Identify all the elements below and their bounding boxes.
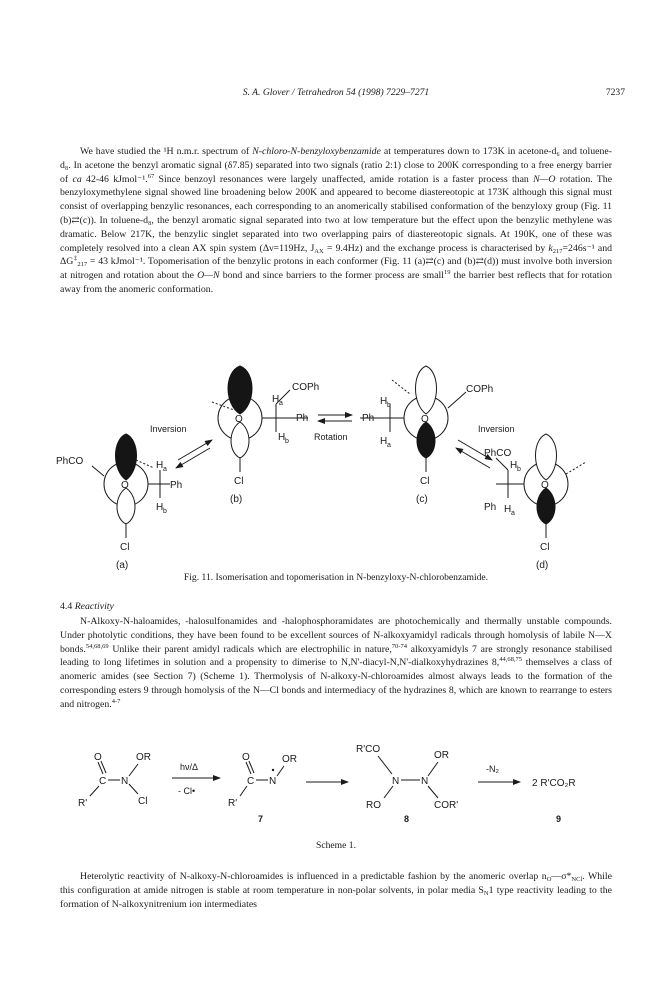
reference-mark: 67 [147, 172, 155, 180]
section-number: 4.4 [60, 601, 73, 612]
bond [384, 786, 393, 798]
chlorine-label: Cl [420, 476, 430, 487]
dark-orbital-lobe [417, 422, 435, 458]
oxygen-label: O [121, 480, 129, 491]
text-run: . While this configuration at amide nitrogen is stable at room temperature in non-polar solvents, in polar media S [60, 871, 612, 896]
byproduct-label: - Cl• [178, 786, 196, 796]
radical-dot [272, 769, 274, 771]
reference-mark: 4-7 [111, 697, 121, 705]
hb-label: H [156, 502, 164, 513]
oxygen-label: O [235, 414, 243, 425]
bond [240, 786, 247, 796]
bond-label: N—O [533, 173, 556, 185]
acyl-label: COR' [434, 800, 459, 811]
text-run: 42-46 kJmol⁻¹. [86, 173, 148, 185]
figure-11-diagram [0, 352, 672, 592]
ha-label: H [272, 394, 280, 405]
oxygen-label: O [421, 414, 429, 425]
conformer-label: (c) [416, 494, 428, 505]
conformer-label: (b) [230, 494, 243, 505]
bond [428, 762, 438, 776]
section-heading [60, 601, 114, 612]
phco-label: PhCO [484, 448, 512, 459]
alkoxy-label: OR [136, 752, 151, 763]
conformer-b [212, 366, 319, 505]
rotation-equilibrium [314, 415, 352, 442]
dashed-bond [566, 462, 586, 474]
bond [448, 392, 466, 408]
bond [129, 784, 138, 794]
chlorine-label: Cl [138, 796, 148, 807]
bond [378, 756, 392, 774]
subscript: O [546, 876, 552, 883]
conformer-a [56, 434, 182, 571]
hb-label: H [278, 432, 286, 443]
superscript: ‡ [73, 255, 78, 263]
text-run: at temperatures down to 173K in acetone-d₆ and toluene-d₈. In acetone the benzyl aromatic signal (δ7.85) separated into two signals (ratio 2:1) close to 200K corresponding to a free energy barrier of [60, 146, 612, 185]
bond [496, 458, 508, 470]
nitrogen-label: N [421, 776, 429, 787]
text-run: Since benzoyl resonances were largely unaffected, amide rotation is a faster process than [158, 173, 529, 185]
phco-label: PhCO [56, 456, 84, 467]
dark-orbital-lobe [228, 366, 252, 414]
subscript-label: a [511, 510, 515, 517]
photolysis-arrow [172, 762, 220, 796]
subscript: NCl [571, 876, 583, 883]
bond [92, 466, 104, 476]
chloroamide-structure [78, 752, 151, 809]
inversion-label: Inversion [478, 424, 515, 434]
rotation-label: Rotation [314, 432, 348, 442]
reference-mark: 44,68,75 [499, 656, 522, 664]
dashed-bond [392, 380, 410, 394]
reference-mark: 70-74 [391, 642, 407, 650]
nitrogen-label: N [269, 776, 277, 787]
text-run: rotation. The benzyloxymethylene signal showed line broadening below 200K and appeared to become diastereotopic at 173K although this signal must consist of overlapping benzylic resonances, each corresponding to an anomerically stabilised conformation of the benzyloxy group (Fig. 11 (b)⇄(c)). In toluene-d₈, the benzyl aromatic signal separated into two at low temperature but the effect upon the benzylic methylene was dramatic. Below 217K, the benzylic singlet separated into two overlapping pairs of diastereotopic signals. At 190K, one of these was completely resolved into a clean AX spin system (Δν=119Hz, J [60, 173, 613, 254]
subscript: 217 [77, 261, 88, 269]
bond [277, 766, 284, 776]
conformer-d [484, 434, 586, 571]
compound-number: 8 [404, 814, 410, 824]
acyl-label: R'CO [356, 744, 381, 755]
dashed-bond [136, 460, 154, 468]
subscript-label: a [279, 400, 283, 407]
ha-label: H [504, 504, 512, 515]
oxygen-label: O [94, 752, 102, 763]
conformer-c [360, 366, 493, 505]
phenyl-label: Ph [296, 413, 309, 424]
reference-mark: 19 [443, 269, 451, 277]
text-run: =246s⁻¹ and ΔG [60, 242, 612, 268]
text-run: 1 type reactivity leading to the formation of N-alkoxynitrenium ion intermediates [60, 884, 612, 910]
section-title: Reactivity [74, 601, 114, 612]
bond [129, 764, 138, 776]
page-number: 7237 [605, 87, 625, 98]
text-run: ca [72, 173, 82, 185]
subscript-label: b [517, 466, 521, 473]
hb-label: H [510, 460, 518, 471]
text-run: Heterolytic reactivity of N-alkoxy-N-chloroamides is influenced in a predictable fashion by the anomeric overlap n [80, 871, 547, 882]
dark-orbital-lobe [537, 488, 555, 524]
phenyl-label: Ph [484, 502, 497, 513]
subscript: N [483, 889, 489, 897]
phenyl-label: Ph [362, 413, 375, 424]
alkoxy-label: OR [282, 754, 297, 765]
scheme-1-caption: Scheme 1. [316, 840, 356, 851]
text-run: alkoxyamidyls 7 are strongly resonance stabilised leading to long lifetimes in solution and a propensity to dimerise to N,N'-diacyl-N,N'-dialkoxyhydrazines 8, [60, 643, 612, 669]
carbon-label: C [99, 776, 107, 787]
text-run: themselves a class of anomeric amides (see Section 7) (Scheme 1). Thermolysis of N-alkoxy-N-chloroamides almost always leads to the formation of the corresponding esters 9 through homolysis of the N—Cl bonds and intermediacy of the hydrazines 8, which are known to rearrange to esters and nitrogen. [60, 657, 612, 710]
ha-label: H [156, 460, 164, 471]
subscript-label: b [285, 438, 289, 445]
text-run: We have studied the [80, 146, 161, 157]
dark-orbital-lobe [116, 434, 137, 480]
subscript-label: a [163, 466, 167, 473]
rate-symbol: k [548, 242, 553, 254]
alkoxy-label: RO [366, 800, 381, 811]
r-prime-label: R' [228, 798, 238, 809]
text-run: N-Alkoxy-N-haloamides, -halosulfonamides and -halophosphoramidates are photochemically and thermally unstable compounds. Under photolytic conditions, they have been found to be excellent sources of N-alkoxyamidyl radicals through homolysis of labile N—X bonds. [60, 616, 612, 655]
subscript-label: b [163, 508, 167, 515]
bond [428, 786, 438, 798]
text-run: = 43 kJmol⁻¹. Topomerisation of the benzylic protons in each conformer (Fig. 11 (a)⇄(c) and (b)⇄(d)) must involve both inversion at nitrogen and rotation about the [60, 256, 613, 282]
light-orbital-lobe [536, 434, 557, 480]
carbon-label: C [247, 776, 255, 787]
light-orbital-lobe [416, 366, 437, 414]
compound-name: N-chloro-N-benzyloxybenzamide [252, 146, 381, 157]
chlorine-label: Cl [540, 542, 550, 553]
paragraph-heterolytic [60, 870, 612, 911]
text-run: —σ* [551, 871, 572, 882]
oxygen-label: O [541, 480, 549, 491]
text-run: = 9.4Hz) and the exchange process is characterised by [326, 242, 546, 254]
byproduct-label: -N₂ [486, 764, 499, 774]
hydrazine-structure [356, 744, 458, 824]
light-orbital-lobe [117, 488, 135, 524]
oxygen-label: O [242, 752, 250, 763]
running-title: S. A. Glover / Tetrahedron 54 (1998) 7229–7271 [242, 87, 430, 98]
alkoxy-label: OR [434, 750, 449, 761]
inversion-right [456, 424, 515, 468]
light-orbital-lobe [231, 422, 249, 458]
ha-label: H [380, 436, 388, 447]
running-head [0, 87, 672, 101]
ester-product-label: 2 R'CO₂R [532, 778, 576, 789]
bond-label: O—N [197, 270, 220, 282]
chlorine-label: Cl [234, 476, 244, 487]
scheme-1-diagram [0, 736, 672, 828]
paragraph-nmr-study [60, 145, 612, 297]
chlorine-label: Cl [120, 542, 130, 553]
nitrogen-label: N [392, 776, 400, 787]
conditions-label: hν/Δ [180, 762, 199, 772]
subscript-label: b [387, 402, 391, 409]
bond [90, 786, 99, 796]
paragraph-reactivity [60, 615, 612, 712]
nitrogen-label: N [121, 776, 129, 787]
phenyl-label: Ph [170, 480, 183, 491]
conformer-label: (d) [536, 560, 549, 571]
compound-number: 9 [556, 814, 562, 824]
text-run: Unlike their parent amidyl radicals which are electrophilic in nature, [112, 643, 392, 655]
reference-mark: 54,68,69 [85, 642, 109, 650]
coph-label: COPh [292, 382, 320, 393]
r-prime-label: R' [78, 798, 88, 809]
subscript: AX [314, 247, 324, 255]
subscript-label: a [387, 442, 391, 449]
inversion-label: Inversion [150, 424, 187, 434]
subscript: 217 [552, 247, 563, 255]
conformer-label: (a) [116, 560, 129, 571]
text-run: ¹H n.m.r. spectrum of [163, 146, 250, 157]
amidyl-radical-structure [228, 752, 297, 824]
rearrangement-arrow [478, 764, 520, 782]
hb-label: H [380, 396, 388, 407]
figure-11-caption: Fig. 11. Isomerisation and topomerisation in N-benzyloxy-N-chlorobenzamide. [183, 572, 489, 583]
text-run: the barrier best reflects that for rotation away from the anomeric conformation. [60, 270, 612, 295]
text-run: bond and since barriers to the former process are small [222, 270, 444, 282]
coph-label: COPh [466, 384, 494, 395]
compound-number: 7 [258, 814, 264, 824]
